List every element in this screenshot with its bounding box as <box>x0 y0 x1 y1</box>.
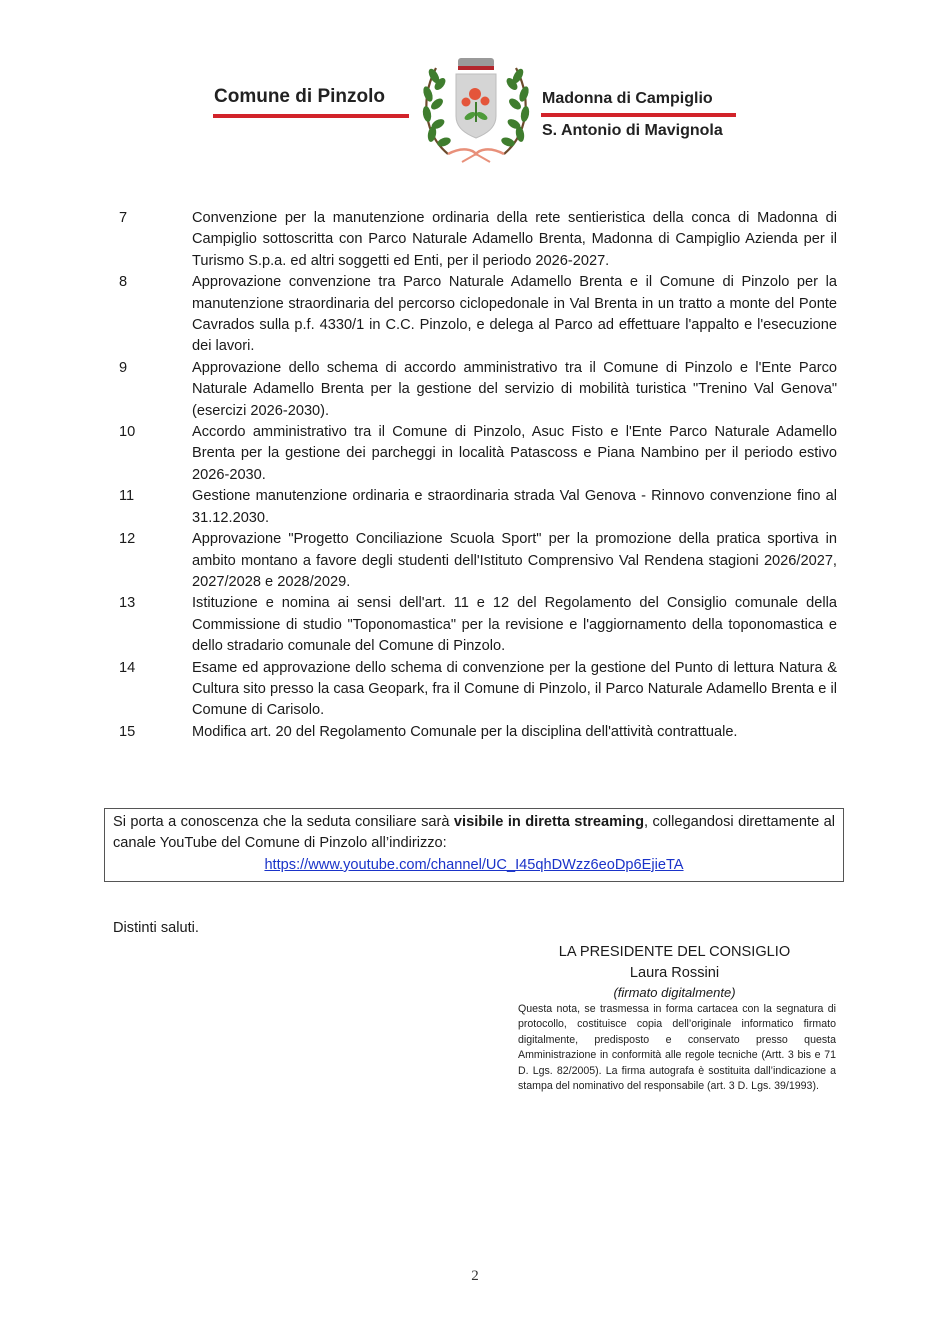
locality-title-2: S. Antonio di Mavignola <box>542 122 723 139</box>
item-text: Convenzione per la manutenzione ordinaria della rete sentieristica della conca di Madonna di Campiglio sottoscritta con Parco Naturale Adamello Brenta, Madonna di Campiglio Azienda per il Turismo S.p.a. ed altri soggetti ed Enti, per il periodo 2026-2027. <box>192 210 837 269</box>
item-text: Approvazione dello schema di accordo amministrativo tra il Comune di Pinzolo e l'Ente Parco Naturale Adamello Brenta per la gestione del servizio di mobilità turistica "Trenino Val Genova" (esercizi 2026-2030). <box>192 359 837 419</box>
digital-signature-note: (firmato digitalmente) <box>613 985 736 1000</box>
notice-text-bold: visibile in diretta streaming <box>453 814 645 830</box>
item-text: Accordo amministrativo tra il Comune di Pinzolo, Asuc Fisto e l'Ente Parco Naturale Adamello Brenta per la gestione dei parcheggi in località Patascoss e Piana Nambino per il periodo estivo 2026-2030. <box>192 424 837 483</box>
legal-disclaimer: Questa nota, se trasmessa in forma cartacea con la segnatura di protocollo, costituisce copia dell’originale informatico firmato digitalmente, predisposto e conservato presso questa Amministrazione in conformità alle regole tecniche (Artt. 3 bis e 71 D. Lgs. 82/2005). La firma autografa è sostituita dall’indicazione a stampa del nominativo del responsabile (art. 3 D. Lgs. 39/1993). <box>518 1003 836 1093</box>
youtube-channel-link[interactable]: https://www.youtube.com/channel/UC_I45qhDWzz6eoDp6EjieTA <box>264 856 684 873</box>
item-text: Istituzione e nomina ai sensi dell'art. 11 e 12 del Regolamento del Consiglio comunale della Commissione di studio "Toponomastica" per la revisione e l'aggiornamento della toponomastica e dello stradario comunale del Comune di Pinzolo. <box>192 595 837 655</box>
item-number: 12 <box>119 531 136 548</box>
page-number: 2 <box>471 1268 479 1284</box>
item-number: 14 <box>119 659 136 676</box>
signatory-name: Laura Rossini <box>629 965 720 981</box>
item-text: Approvazione convenzione tra Parco Naturale Adamello Brenta e il Comune di Pinzolo per la manutenzione straordinaria del percorso ciclopedonale in Val Brenta in un tratto a monte del Ponte Cavrados sulla p.f. 4330/1 in C.C. Pinzolo, e delega al Parco ad effettuare l'appalto e l'esecuzione dei lavori. <box>192 274 837 355</box>
item-number: 9 <box>119 359 128 376</box>
notice-text-after: , collegandosi direttamente al canale YouTube del Comune di Pinzolo all’indirizzo: <box>113 814 835 852</box>
item-number: 13 <box>119 595 136 612</box>
coat-of-arms-icon <box>418 54 534 166</box>
item-text: Modifica art. 20 del Regolamento Comunale per la disciplina dell'attività contrattuale. <box>192 723 738 740</box>
notice-text-before: Si porta a conoscenza che la seduta consiliare sarà <box>113 814 454 830</box>
item-number: 10 <box>119 424 136 441</box>
agenda-item <box>119 529 837 593</box>
item-number: 7 <box>119 210 128 226</box>
red-rule-left <box>213 114 409 118</box>
locality-title-1: Madonna di Campiglio <box>542 90 713 107</box>
item-number: 8 <box>119 274 128 291</box>
streaming-notice-box <box>104 808 844 882</box>
agenda-item <box>119 658 837 722</box>
agenda-item <box>119 422 837 486</box>
agenda-item <box>119 272 837 358</box>
agenda-item <box>119 208 837 272</box>
signatory-role: LA PRESIDENTE DEL CONSIGLIO <box>558 944 791 960</box>
item-number: 15 <box>119 723 136 740</box>
item-text: Gestione manutenzione ordinaria e straordinaria strada Val Genova - Rinnovo convenzione fino al 31.12.2030. <box>192 488 837 526</box>
item-text: Esame ed approvazione dello schema di convenzione per la gestione del Punto di lettura Natura & Cultura sito presso la casa Geopark, fra il Comune di Pinzolo, il Parco Naturale Adamello Brenta e il Comune di Carisolo. <box>192 659 837 719</box>
agenda-item <box>119 358 837 422</box>
red-rule-right <box>541 113 736 117</box>
municipality-title: Comune di Pinzolo <box>214 86 385 107</box>
agenda-item <box>119 486 837 529</box>
agenda-item <box>119 593 837 657</box>
item-number: 11 <box>119 488 135 505</box>
closing-greeting: Distinti saluti. <box>113 920 199 936</box>
agenda-item <box>119 722 837 743</box>
agenda-list <box>119 208 837 743</box>
signature-block <box>512 942 837 1002</box>
item-text: Approvazione "Progetto Conciliazione Scuola Sport" per la promozione della pratica sportiva in ambito montano a favore degli studenti dell'Istituto Comprensivo Val Rendena stagioni 2026/2027, 2027/2028 e 2028/2029. <box>192 531 837 590</box>
letterhead <box>0 0 950 170</box>
